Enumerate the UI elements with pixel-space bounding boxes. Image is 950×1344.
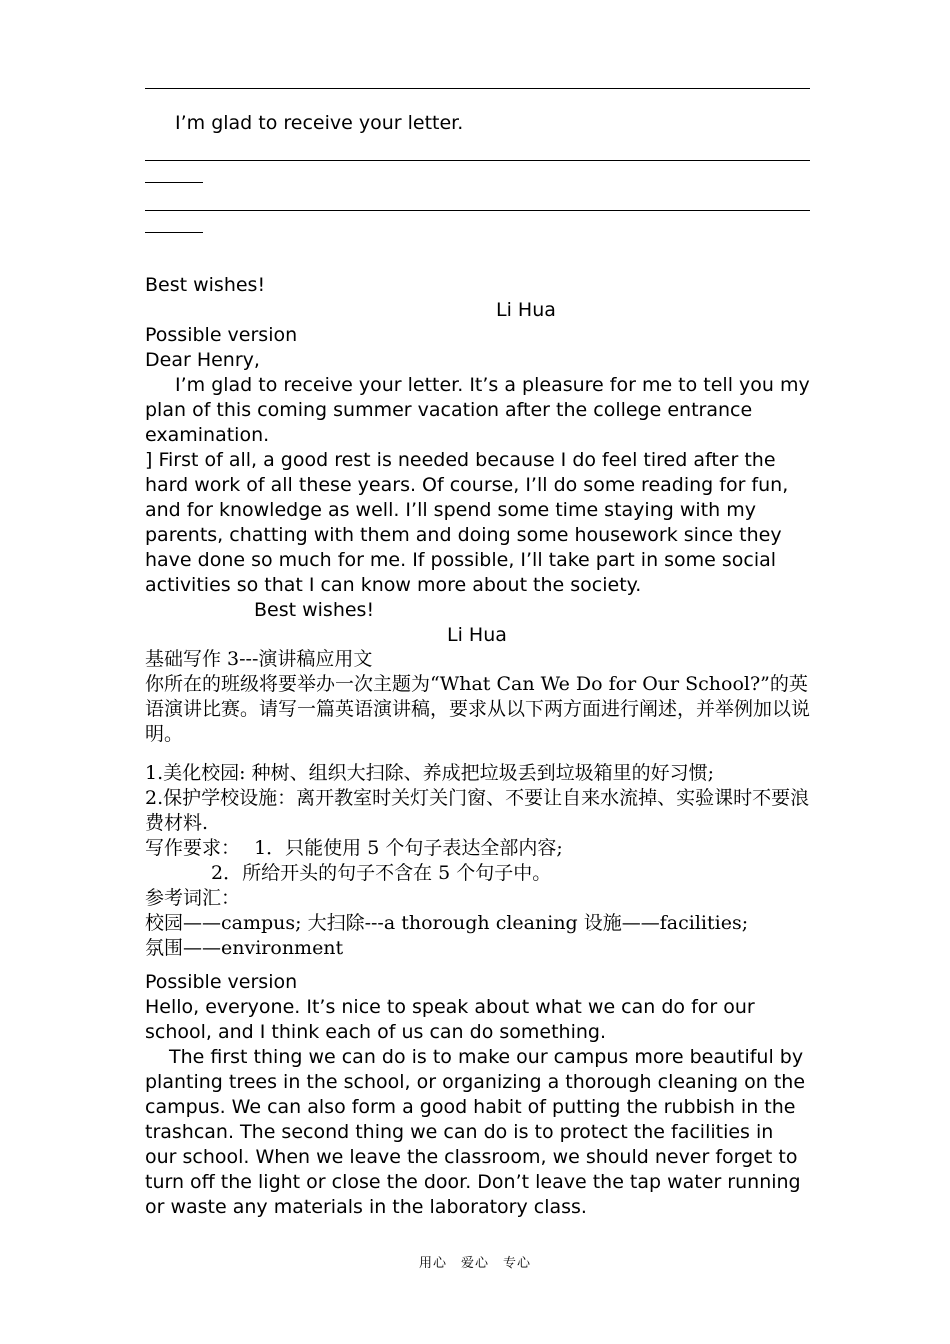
task3-section — [145, 647, 810, 961]
task3-vocab2: 氛围——environment — [145, 937, 344, 959]
task3-prompt: 你所在的班级将要举办一次主题为“What Can We Do for Our School?”的英语演讲比赛。请写一篇英语演讲稿，要求从以下两方面进行阐述，并举例加以说明。 — [145, 673, 811, 745]
version2-para2: The first thing we can do is to make our campus more beautiful by planting trees in the school, or organizing a thorough cleaning on the campus. We can also form a good habit of putting the rubbish in the trashcan. The second thing we can do is to protect the facilities in our school. When we leave the classroom, we should never forget to turn off the light or close the door. Don’t leave the tap water running or waste any materials in the laboratory class. — [145, 1046, 806, 1218]
version2-heading: Possible version — [145, 971, 298, 993]
version1-para1: I’m glad to receive your letter. It’s a pleasure for me to tell you my plan of this coming summer vacation after the college entrance examination. — [145, 374, 810, 446]
template-closing: Best wishes! — [145, 274, 266, 296]
version1-salutation: Dear Henry, — [145, 349, 260, 371]
task3-req-label: 写作要求： — [145, 837, 241, 859]
blank-line-end — [145, 161, 203, 183]
version1-para2: ] First of all, a good rest is needed because I do feel tired after the hard work of all these years. Of course, I’ll do some reading for fun, and for knowledge as well. I’ll spend some time staying with my parents, chatting with them and doing some housework since they have done so much for me. If possible, I’ll take part in some social activities so that I can know more about the society. — [145, 449, 789, 596]
task3-req2: 2．所给开头的句子不含在 5 个句子中。 — [211, 862, 552, 884]
task3-point2: 2.保护学校设施：离开教室时关灯关门窗、不要让自来水流掉、实验课时不要浪费材料. — [145, 787, 810, 834]
template-opening: I’m glad to receive your letter. — [175, 112, 464, 134]
blank-line — [145, 136, 810, 161]
template-signature: Li Hua — [496, 299, 556, 321]
task3-vocab-label: 参考词汇： — [145, 887, 241, 909]
page-footer: 用心 爱心 专心 — [418, 1256, 531, 1271]
task3-req1: 1．只能使用 5 个句子表达全部内容; — [254, 837, 563, 859]
task3-requirements — [145, 836, 810, 861]
blank-line-end — [145, 211, 203, 233]
blank-line — [145, 63, 810, 89]
blank-line — [145, 183, 810, 211]
version1-signature: Li Hua — [447, 624, 507, 646]
letter-section — [145, 273, 810, 648]
version2-para1: Hello, everyone. It’s nice to speak about what we can do for our school, and I think each of us can do something. — [145, 996, 755, 1043]
task3-point1: 1.美化校园: 种树、组织大扫除、养成把垃圾丢到垃圾箱里的好习惯; — [145, 762, 714, 784]
version1-heading: Possible version — [145, 324, 298, 346]
version1-closing: Best wishes! — [254, 599, 375, 621]
version2-section — [145, 970, 810, 1220]
task3-title: 基础写作 3---演讲稿应用文 — [145, 648, 373, 670]
task3-vocab1: 校园——campus; 大扫除---a thorough cleaning 设施——facilities; — [145, 912, 749, 934]
template-section — [145, 63, 810, 233]
